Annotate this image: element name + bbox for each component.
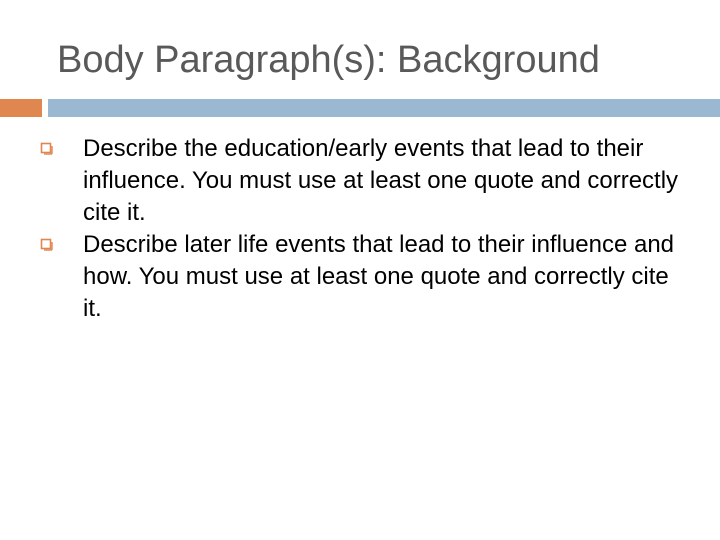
hollow-square-bullet-icon <box>40 142 53 155</box>
bullet-item <box>40 133 680 229</box>
title-accent-bar <box>0 99 42 117</box>
bullet-text: Describe the education/early events that lead to their influence. You must use at least one quote and correctly cite it. <box>83 135 679 226</box>
bullet-text: Describe later life events that lead to their influence and how. You must use at least one quote and correctly cite it. <box>83 231 675 322</box>
hollow-square-bullet-icon <box>40 238 53 251</box>
bullet-item <box>40 229 680 325</box>
slide-title: Body Paragraph(s): Background <box>57 39 600 81</box>
bullet-list <box>40 133 680 325</box>
title-divider-bar <box>48 99 720 117</box>
